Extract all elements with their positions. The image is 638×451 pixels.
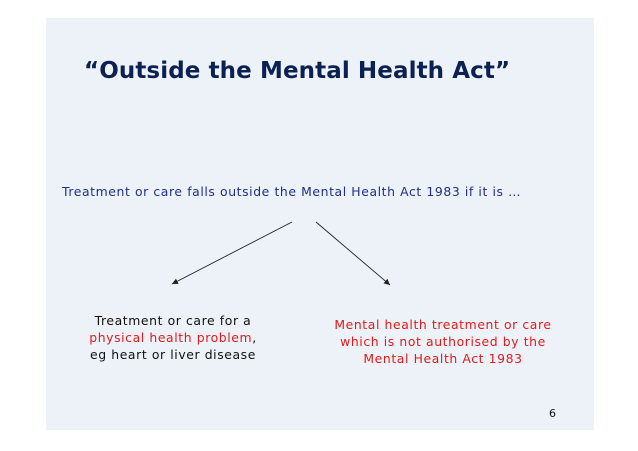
slide-title: “Outside the Mental Health Act” xyxy=(84,58,511,84)
slide-subtitle: Treatment or care falls outside the Mental Health Act 1983 if it is … xyxy=(62,184,522,199)
right-box-line2: which is not authorised by the xyxy=(340,334,546,349)
right-box-line3: Mental Health Act 1983 xyxy=(363,351,523,366)
left-box-line1: Treatment or care for a xyxy=(94,313,252,328)
left-box-comma: , xyxy=(252,330,257,345)
left-box-line3: eg heart or liver disease xyxy=(90,347,256,362)
left-box-highlight: physical health problem xyxy=(89,330,253,345)
arrow-left xyxy=(172,222,292,284)
arrow-right xyxy=(316,222,390,285)
left-box xyxy=(62,312,284,363)
left-box-line2 xyxy=(62,329,284,346)
right-box xyxy=(312,316,574,367)
page-number: 6 xyxy=(549,407,556,420)
right-box-line1: Mental health treatment or care xyxy=(334,317,552,332)
